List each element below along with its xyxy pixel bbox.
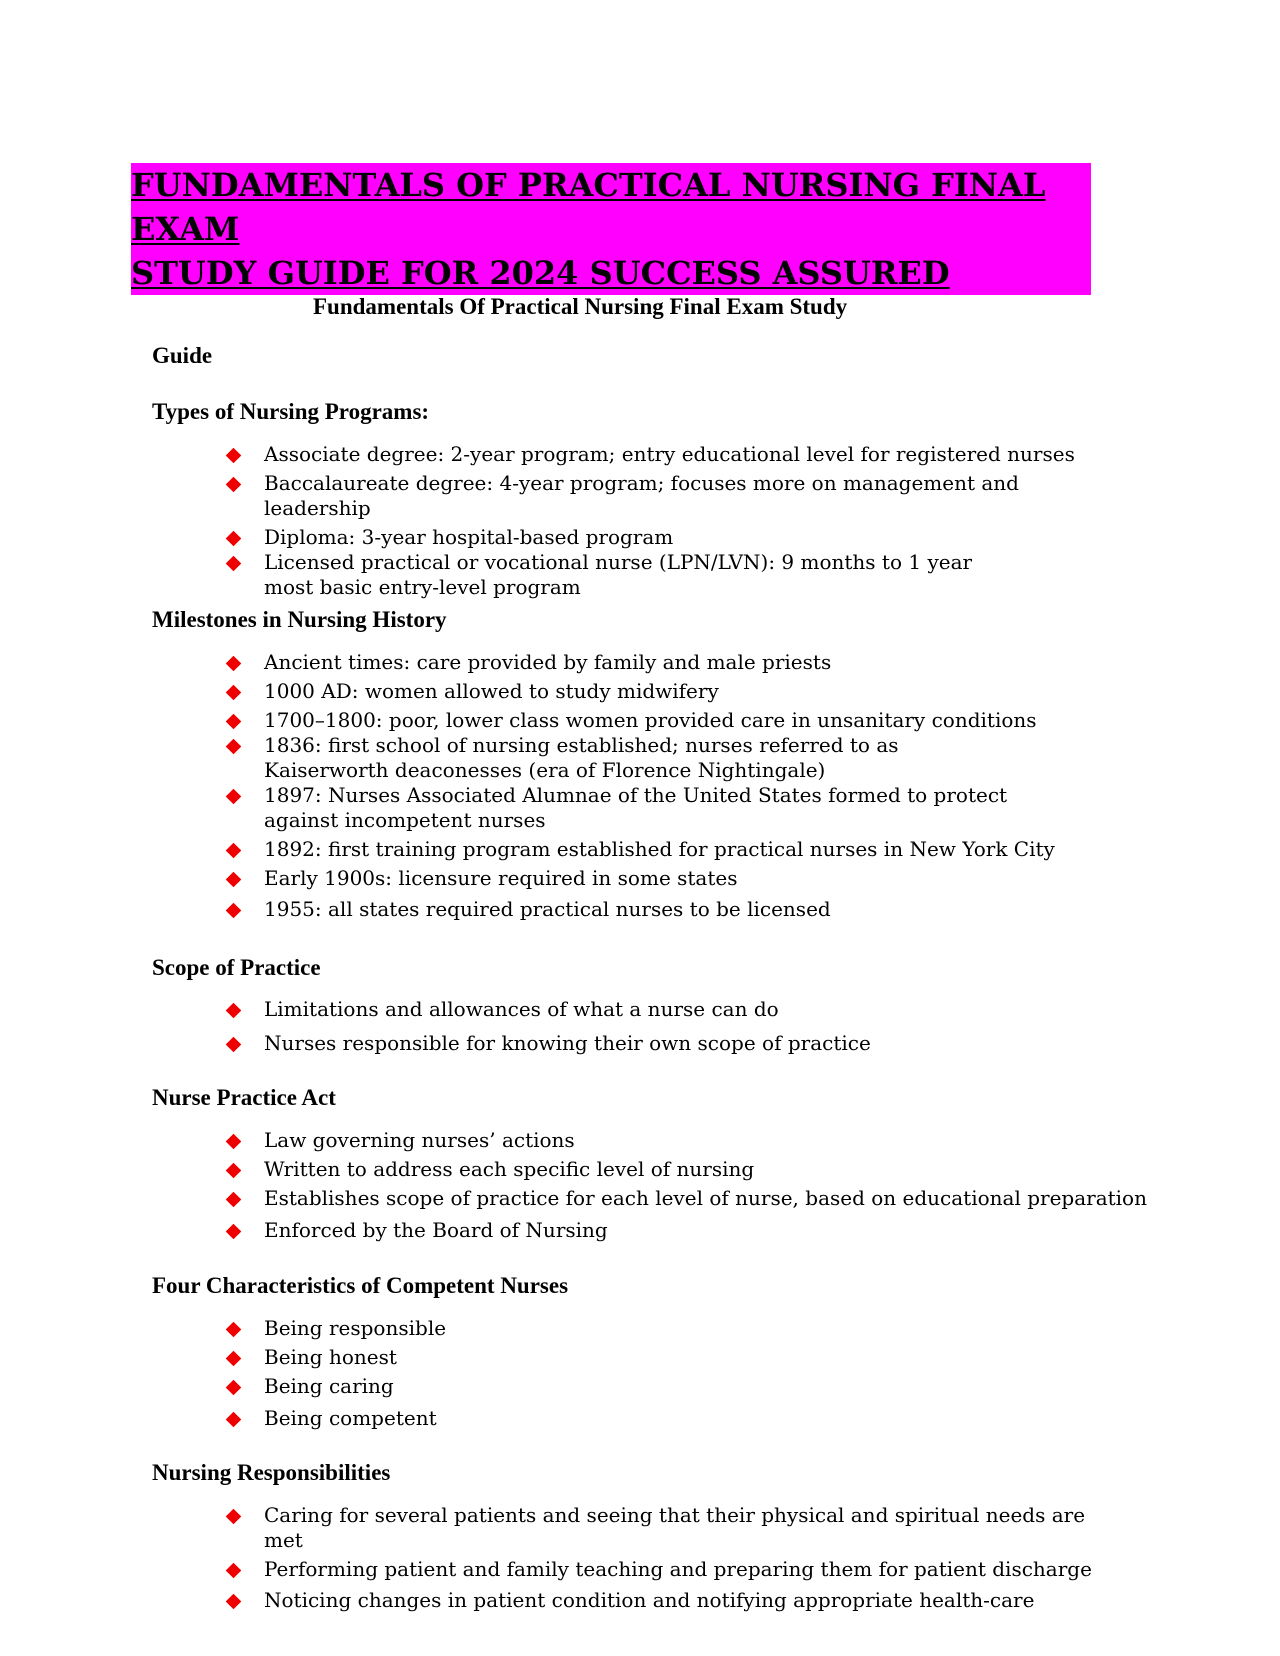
diamond-bullet-icon [226, 531, 242, 547]
list-item: Being competent [226, 1406, 1126, 1431]
list-item: Limitations and allowances of what a nurse can do [226, 997, 1126, 1022]
diamond-bullet-icon [226, 1594, 242, 1610]
list-item: Performing patient and family teaching and preparing them for patient discharge [226, 1557, 1126, 1582]
diamond-bullet-icon [226, 843, 242, 859]
list-item: 1000 AD: women allowed to study midwifery [226, 679, 1126, 704]
diamond-bullet-icon [226, 556, 242, 572]
diamond-bullet-icon [226, 739, 242, 755]
diamond-bullet-icon [226, 477, 242, 493]
subtitle-continuation: Guide [152, 343, 213, 368]
diamond-bullet-icon [226, 1037, 242, 1053]
list-item: Written to address each specific level of nursing [226, 1157, 1126, 1182]
diamond-bullet-icon [226, 714, 242, 730]
diamond-bullet-icon [226, 903, 242, 919]
bullet-list [226, 442, 1126, 600]
diamond-bullet-icon [226, 1163, 242, 1179]
diamond-bullet-icon [226, 685, 242, 701]
bullet-list [226, 1316, 1126, 1431]
diamond-bullet-icon [226, 1192, 242, 1208]
diamond-bullet-icon [226, 1412, 242, 1428]
section-heading: Nurse Practice Act [152, 1085, 336, 1110]
list-item: Enforced by the Board of Nursing [226, 1218, 1126, 1243]
list-item: Caring for several patients and seeing that their physical and spiritual needs are met [226, 1503, 1126, 1553]
diamond-bullet-icon [226, 656, 242, 672]
list-item: 1836: first school of nursing established; nurses referred to as Kaiserworth deaconesses (era of Florence Nightingale) [226, 733, 904, 783]
diamond-bullet-icon [226, 872, 242, 888]
list-item: Being honest [226, 1345, 1126, 1370]
section-heading: Milestones in Nursing History [152, 607, 447, 632]
section-nursing-programs [152, 398, 1152, 599]
section-nursing-responsibilities [152, 1459, 1152, 1612]
bullet-list [226, 1128, 1147, 1243]
diamond-bullet-icon [226, 1134, 242, 1150]
bullet-list [226, 997, 1126, 1056]
section-competent-nurses [152, 1272, 1152, 1430]
list-item: Being caring [226, 1374, 1126, 1399]
list-item: Noticing changes in patient condition and notifying appropriate health-care [226, 1588, 1126, 1613]
section-scope-of-practice [152, 954, 1152, 1055]
diamond-bullet-icon [226, 1509, 242, 1525]
list-item: 1897: Nurses Associated Alumnae of the United States formed to protect against incompetent nurses [226, 783, 1024, 833]
diamond-bullet-icon [226, 789, 242, 805]
diamond-bullet-icon [226, 1224, 242, 1240]
list-item: Early 1900s: licensure required in some states [226, 866, 1126, 891]
title-line-2: STUDY GUIDE FOR 2024 SUCCESS ASSURED [131, 254, 950, 292]
diamond-bullet-icon [226, 1351, 242, 1367]
bullet-list [226, 650, 1126, 922]
list-item: 1892: first training program established for practical nurses in New York City [226, 837, 1126, 862]
section-heading: Scope of Practice [152, 955, 321, 980]
diamond-bullet-icon [226, 448, 242, 464]
subtitle: Fundamentals Of Practical Nursing Final Exam Study [313, 294, 848, 319]
section-milestones [152, 606, 1152, 921]
list-item: Law governing nurses’ actions [226, 1128, 1126, 1153]
list-item: Ancient times: care provided by family and male priests [226, 650, 1126, 675]
document-title [131, 163, 1091, 295]
section-heading: Four Characteristics of Competent Nurses [152, 1273, 569, 1298]
diamond-bullet-icon [226, 1003, 242, 1019]
list-item: Licensed practical or vocational nurse (LPN/LVN): 9 months to 1 year most basic entry-level program [226, 550, 1024, 600]
section-heading: Nursing Responsibilities [152, 1460, 391, 1485]
section-nurse-practice-act [152, 1084, 1152, 1242]
diamond-bullet-icon [226, 1322, 242, 1338]
diamond-bullet-icon [226, 1563, 242, 1579]
list-item: Nurses responsible for knowing their own scope of practice [226, 1031, 1126, 1056]
title-line-1: FUNDAMENTALS OF PRACTICAL NURSING FINAL EXAM [131, 166, 1046, 248]
bullet-list [226, 1503, 1126, 1613]
list-item: 1700–1800: poor, lower class women provided care in unsanitary conditions [226, 708, 1126, 733]
list-item: 1955: all states required practical nurses to be licensed [226, 897, 1126, 922]
list-item: Being responsible [226, 1316, 1126, 1341]
diamond-bullet-icon [226, 1380, 242, 1396]
section-heading: Types of Nursing Programs: [152, 399, 430, 424]
list-item: Establishes scope of practice for each level of nurse, based on educational preparation [226, 1186, 1204, 1211]
list-item: Diploma: 3-year hospital-based program [226, 525, 1126, 550]
list-item: Baccalaureate degree: 4-year program; focuses more on management and leadership [226, 471, 1126, 521]
list-item: Associate degree: 2-year program; entry educational level for registered nurses [226, 442, 1126, 467]
